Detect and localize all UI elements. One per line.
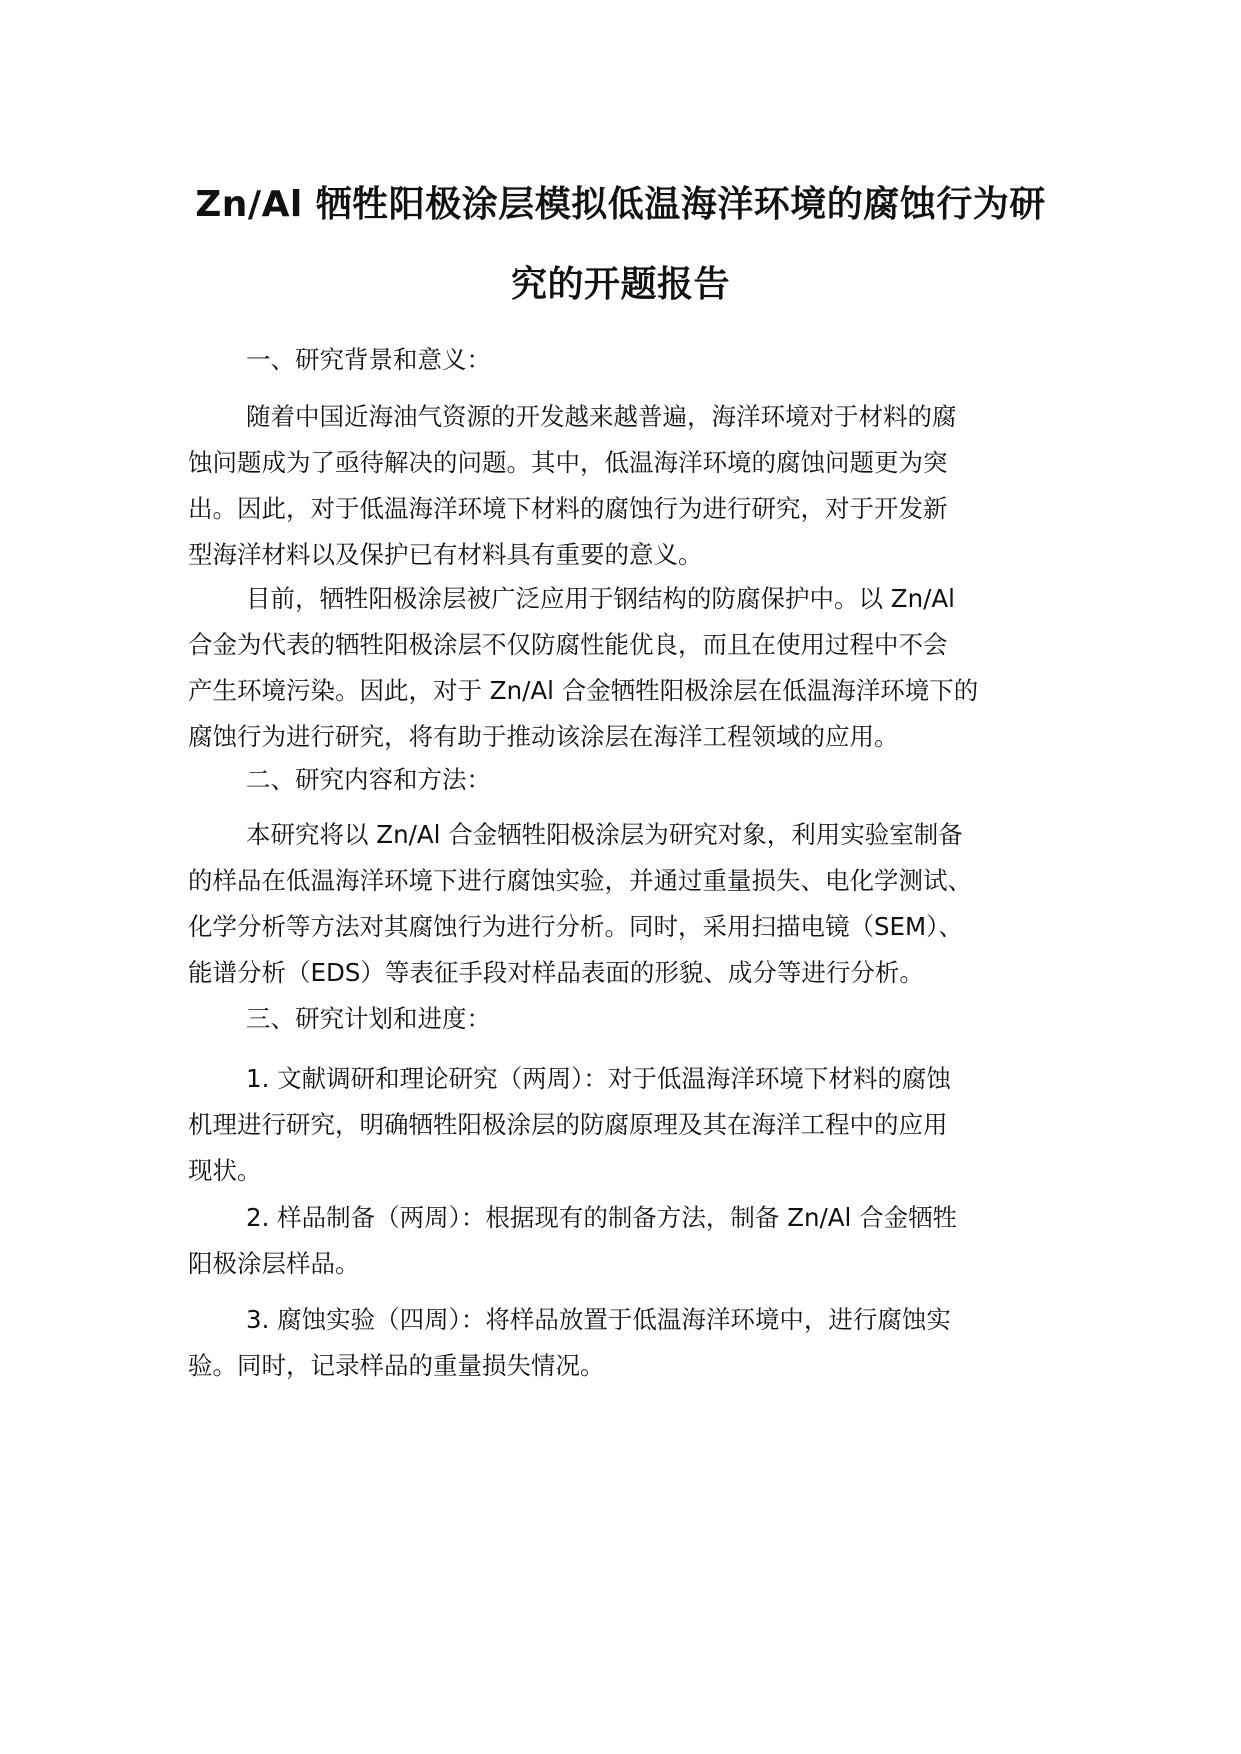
paragraph-significance (188, 576, 1068, 760)
text-line: 能谱分析（EDS）等表征手段对样品表面的形貌、成分等进行分析。 (188, 958, 924, 987)
paragraph-background (188, 394, 1068, 578)
text-line: 合金为代表的牺牲阳极涂层不仅防腐性能优良，而且在使用过程中不会 (188, 630, 948, 659)
text-line: 的样品在低温海洋环境下进行腐蚀实验，并通过重量损失、电化学测试、 (188, 866, 972, 895)
paragraph-methods (188, 812, 1068, 996)
plan-item-2 (188, 1195, 1068, 1287)
document-title-line-2: 究的开题报告 (510, 264, 730, 305)
section-heading-plan (188, 996, 1068, 1042)
text-line: 二、研究内容和方法： (246, 765, 491, 794)
text-line: 2. 样品制备（两周）：根据现有的制备方法，制备 Zn/Al 合金牺牲 (246, 1203, 958, 1232)
text-line: 验。同时，记录样品的重量损失情况。 (188, 1351, 605, 1380)
text-line: 三、研究计划和进度： (246, 1004, 491, 1033)
text-line: 随着中国近海油气资源的开发越来越普遍，海洋环境对于材料的腐 (246, 402, 957, 431)
text-line: 本研究将以 Zn/Al 合金牺牲阳极涂层为研究对象，利用实验室制备 (246, 820, 963, 849)
text-line: 产生环境污染。因此，对于 Zn/Al 合金牺牲阳极涂层在低温海洋环境下的 (188, 676, 979, 705)
text-line: 型海洋材料以及保护已有材料具有重要的意义。 (188, 540, 703, 569)
text-line: 出。因此，对于低温海洋环境下材料的腐蚀行为进行研究，对于开发新 (188, 494, 948, 523)
text-line: 3. 腐蚀实验（四周）：将样品放置于低温海洋环境中，进行腐蚀实 (246, 1305, 951, 1334)
text-line: 目前，牺牲阳极涂层被广泛应用于钢结构的防腐保护中。以 Zn/Al (246, 584, 955, 613)
text-line: 腐蚀行为进行研究，将有助于推动该涂层在海洋工程领域的应用。 (188, 722, 899, 751)
plan-item-3 (188, 1297, 1068, 1389)
text-line: 一、研究背景和意义： (246, 345, 491, 374)
text-line: 现状。 (188, 1156, 262, 1185)
text-line: 1. 文献调研和理论研究（两周）：对于低温海洋环境下材料的腐蚀 (246, 1064, 951, 1093)
text-line: 机理进行研究，明确牺牲阳极涂层的防腐原理及其在海洋工程中的应用 (188, 1110, 948, 1139)
section-heading-methods (188, 757, 1068, 803)
section-heading-background (188, 337, 1068, 383)
plan-item-1 (188, 1056, 1068, 1194)
text-line: 化学分析等方法对其腐蚀行为进行分析。同时，采用扫描电镜（SEM）、 (188, 912, 963, 941)
text-line: 阳极涂层样品。 (188, 1249, 360, 1278)
document-title-line-1: Zn/Al 牺牲阳极涂层模拟低温海洋环境的腐蚀行为研 (195, 184, 1046, 225)
text-line: 蚀问题成为了亟待解决的问题。其中，低温海洋环境的腐蚀问题更为突 (188, 448, 948, 477)
